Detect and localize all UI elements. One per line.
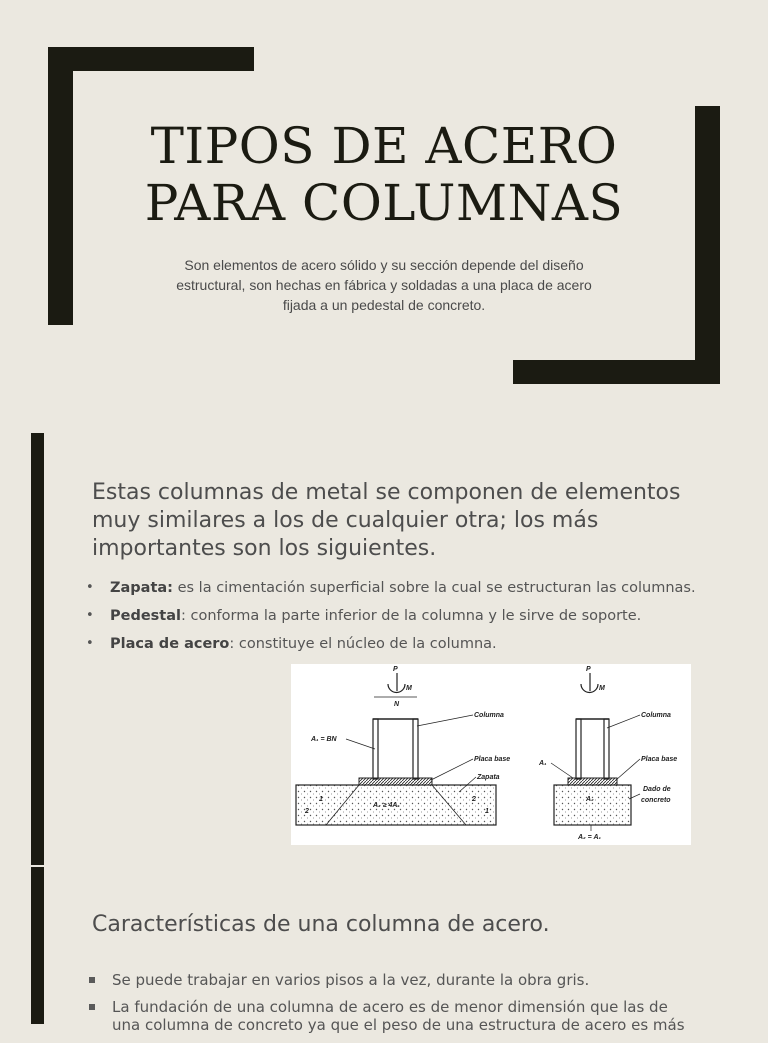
slope-1-label: 1 [319, 796, 323, 803]
title-slide [0, 0, 768, 416]
list-item [86, 602, 726, 630]
column-base-diagram [291, 664, 691, 845]
list-item [86, 574, 726, 602]
area-a2-label: A₂ ≥ 4A₁ [373, 802, 400, 809]
placa-base-label: Placa base [474, 756, 511, 763]
area-a1-label: A₁ [539, 760, 547, 767]
slide-title [0, 118, 768, 232]
moment-m-label: M [406, 685, 412, 692]
item-text: : conforma la parte inferior de la columna y le sirve de soporte. [181, 608, 642, 624]
item-term: Placa de acero [110, 636, 230, 652]
dado-label-2: concreto [641, 797, 671, 804]
list-item [86, 630, 726, 658]
square-bullet-icon [89, 977, 95, 983]
item-text: Se puede trabajar en varios pisos a la vez, durante la obra gris. [112, 971, 590, 989]
title-line-1: TIPOS DE ACERO [150, 117, 618, 175]
area-a2-inner-label: A₂ [586, 796, 594, 803]
frame-bottom-right-horizontal [513, 360, 720, 384]
area-a2-label: A₂ = A₁ [578, 834, 601, 841]
accent-bar [31, 433, 44, 865]
slope-1b-label: 1 [485, 808, 489, 815]
components-slide [0, 433, 768, 865]
characteristics-list [86, 971, 686, 1043]
moment-m-label: M [599, 685, 605, 692]
dado-label-1: Dado de [643, 786, 671, 793]
right-diagram [538, 666, 677, 841]
item-term: Pedestal [110, 608, 181, 624]
bullet-icon: • [86, 636, 94, 651]
title-line-2: PARA COLUMNAS [144, 174, 624, 232]
item-text: es la cimentación superficial sobre la cual se estructuran las columnas. [172, 580, 696, 596]
accent-bar [31, 867, 44, 1024]
area-a1-label: A₁ = BN [311, 736, 337, 743]
zapata-label: Zapata [477, 774, 500, 781]
square-bullet-icon [89, 1004, 95, 1010]
characteristics-slide [0, 867, 768, 1034]
slide-heading: Estas columnas de metal se componen de elementos muy similares a los de cualquier otra; los más importantes son los siguientes. [92, 480, 681, 561]
component-list [86, 574, 726, 658]
item-text: La fundación de una columna de acero es de menor dimensión que las de una columna de concreto ya que el peso de una estructura de acero es más [112, 998, 685, 1034]
bullet-icon: • [86, 608, 94, 623]
bullet-icon: • [86, 580, 94, 595]
columna-label: Columna [474, 712, 504, 719]
dim-n-label: N [394, 701, 400, 708]
slope-2b-label: 2 [472, 796, 476, 803]
load-p-label: P [586, 666, 591, 673]
item-term: Zapata: [110, 580, 173, 596]
slope-2-label: 2 [305, 808, 309, 815]
frame-top-left-horizontal [48, 47, 254, 71]
list-item [86, 971, 686, 989]
list-item [86, 998, 686, 1034]
slide-heading: Características de una columna de acero. [92, 912, 550, 937]
item-text: : constituye el núcleo de la columna. [229, 636, 497, 652]
placa-base-label: Placa base [641, 756, 678, 763]
left-diagram [296, 666, 510, 825]
slide-subtitle: Son elementos de acero sólido y su sección depende del diseño estructural, son hechas en fábrica y soldadas a una placa de acero fijada a un pedestal de concreto. [176, 257, 592, 313]
load-p-label: P [393, 666, 398, 673]
columna-label: Columna [641, 712, 671, 719]
